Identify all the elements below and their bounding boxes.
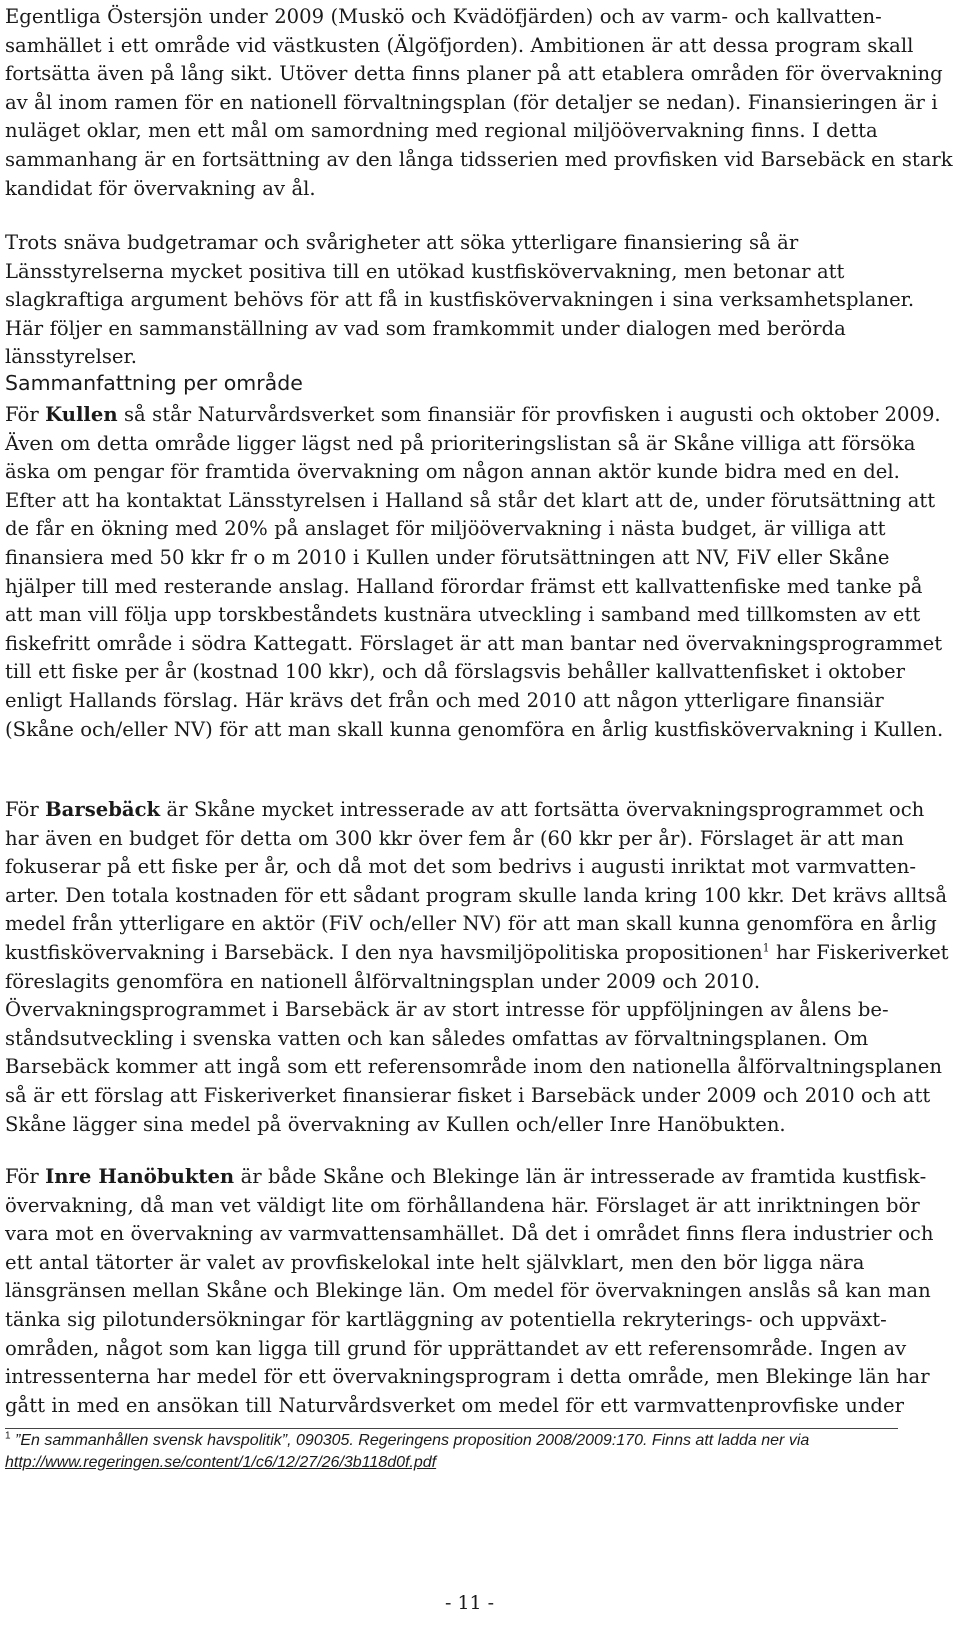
footnote — [5, 1430, 950, 1474]
footnote-text: ”En sammanhållen svensk havspolitik”, 090305. Regeringens proposition 2008/2009:170. Finns att ladda ner via — [10, 1432, 810, 1449]
paragraph-intro: Egentliga Östersjön under 2009 (Muskö och Kvädöfjärden) och av varm- och kallvattensamhället i ett område vid västkusten (Älgöfjorden). Ambitionen är att dessa program skall fortsätta även på lång sikt. Utöver detta finns planer på att etablera områden för övervakning av ål inom ramen för en nationell förvaltningsplan (för detaljer se nedan). Finansieringen är i nuläget oklar, men ett mål om samordning med regional miljöövervakning finns. I detta sammanhang är en fortsättning av den långa tidsserien med provfisken vid Barsebäck en stark kandidat för övervakning av ål. — [5, 5, 953, 200]
page-number: - 11 - — [445, 1592, 495, 1614]
footnote-link[interactable]: http://www.regeringen.se/content/1/c6/12/27/26/3b118d0f.pdf — [5, 1454, 437, 1471]
text-segment: är både Skåne och Blekinge län är intresserade av framtida kustfiskövervakning, då man vet väldigt lite om förhållandena här. Förslaget är att inriktningen bör vara mot en övervakning av varmvattensamhället. Då det i området finns flera industrier och ett antal tätorter är valet av provfiskelokal inte helt självklart, men den bör ligga nära länsgränsen mellan Skåne och Blekinge län. Om medel för övervakningen anslås så kan man tänka sig pilotundersökningar för kartläggning av potentiella rekryterings- och uppväxtområden, något som kan ligga till grund för upprättandet av ett referensområde. Ingen av intressenterna har medel för ett övervakningsprogram i detta område, men Blekinge län har gått in med en ansökan till Naturvårdsverket om medel för ett varmvattenprovfiske under — [5, 1165, 934, 1417]
area-name-kullen: Kullen — [45, 403, 118, 426]
footnote-reference[interactable]: 1 — [762, 941, 770, 955]
section-heading: Sammanfattning per område — [5, 371, 303, 395]
footnote-number: 1 — [5, 1430, 11, 1442]
paragraph-budget: Trots snäva budgetramar och svårigheter att söka ytterligare finansiering så är Länsstyrelserna mycket positiva till en utökad kustfiskövervakning, men betonar att slagkraftiga argument behövs för att få in kustfiskövervakningen i sina verksamhetsplaner. Här följer en sammanställning av vad som framkommit under dialogen med berörda länsstyrelser. — [5, 231, 915, 369]
text-segment: För — [5, 403, 46, 426]
text-segment: har Fiskeriverket föreslagits genomföra en nationell ålförvaltningsplan under 2009 och 2010. Övervakningsprogrammet i Barsebäck är av stort intresse för uppföljningen av ålens beståndsutveckling i svenska vatten och kan således omfattas av förvaltningsplanen. Om Barsebäck kommer att ingå som ett referensområde inom den nationella ålförvaltningsplanen så är ett förslag att Fiskeriverket finansierar fisket i Barsebäck under 2009 och 2010 och att Skåne lägger sina medel på övervakning av Kullen och/eller Inre Hanöbukten. — [5, 940, 949, 1136]
paragraph-hanobukten — [5, 1163, 955, 1420]
text-segment: är Skåne mycket intresserade av att fortsätta övervakningsprogrammet och har även en budget för detta om 300 kkr över fem år (60 kkr per år). Förslaget är att man fokuserar på ett fiske per år, och då mot det som bedrivs i augusti inriktat mot varmvattenarter. Den totala kostnaden för ett sådant program skulle landa kring 100 kkr. Det krävs alltså medel från ytterligare en aktör (FiV och/eller NV) för att man skall kunna genomföra en årlig kustfiskövervakning i Barsebäck. I den nya havsmiljöpolitiska propositionen — [5, 798, 947, 964]
paragraph-barseback — [5, 796, 955, 1139]
text-segment: För — [5, 798, 46, 821]
area-name-hanobukten: Inre Hanöbukten — [45, 1165, 235, 1188]
footnote-divider — [5, 1428, 898, 1429]
paragraph-kullen — [5, 401, 955, 744]
text-segment: För — [5, 1165, 46, 1188]
text-segment: så står Naturvårdsverket som finansiär för provfisken i augusti och oktober 2009. Även om detta område ligger lägst ned på prioriteringslistan så är Skåne villiga att försöka äska om pengar för framtida övervakning om någon annan aktör kunde bidra med en del. Efter att ha kontaktat Länsstyrelsen i Halland så står det klart att de, under förutsättning att de får en ökning med 20% på anslaget för miljöövervakning i nästa budget, är villiga att finansiera med 50 kkr fr o m 2010 i Kullen under förutsättningen att NV, FiV eller Skåne hjälper till med resterande anslag. Halland förordar främst ett kallvattenfiske med tanke på att man vill följa upp torskbeståndets kustnära utveckling i samband med tillkomsten av ett fiskefritt område i södra Kattegatt. Förslaget är att man bantar ned övervakningsprogrammet till ett fiske per år (kostnad 100 kkr), och då förslagsvis behåller kallvattenfisket i oktober enligt Hallands förslag. Här krävs det från och med 2010 att någon ytterligare finansiär (Skåne och/eller NV) för att man skall kunna genomföra en årlig kustfiskövervakning i Kullen. — [5, 403, 944, 741]
area-name-barseback: Barsebäck — [45, 798, 161, 821]
